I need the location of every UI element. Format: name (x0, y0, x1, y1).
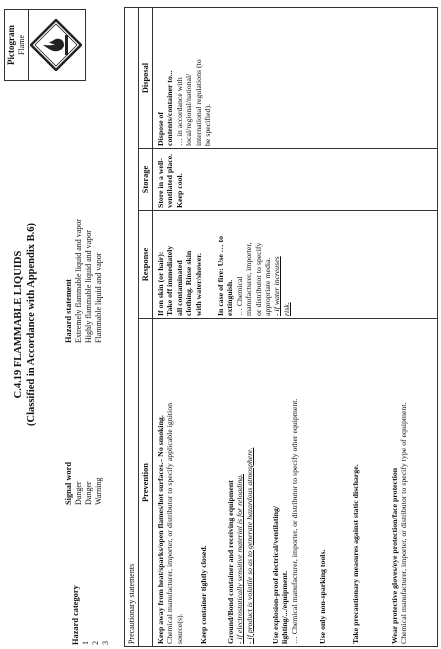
storage-header: Storage (141, 165, 150, 194)
table-bottom-border (437, 7, 438, 647)
response-item-2: In case of fire: Use … to extinguish. … Chemical manufacturer, importer, or distributor to specify appropriate media. - if water increases risk. (216, 236, 291, 316)
pictogram-name: Flame (17, 35, 26, 55)
table-left-border (124, 646, 438, 647)
col-divider-prevention (138, 318, 438, 319)
flame-diamond-icon (30, 19, 82, 71)
document-subtitle: (Classified in Accordance with Appendix B.6) (26, 222, 37, 427)
prevention-item-1: Keep away from heat/sparks/open flames/hot surfaces.– No smoking. Chemical manufacturer, importer, or distributor to specify applicable ignition source(s). (156, 402, 184, 644)
signal-word-header: Signal word (64, 461, 73, 505)
table-right-border (124, 7, 438, 8)
pictogram-divider (28, 10, 29, 80)
signal-word-3: Warning (94, 477, 103, 505)
prevention-item-6: Take precautionary measures against static discharge. (351, 464, 360, 644)
hazard-statement-3: Flammable liquid and vapor (94, 252, 103, 343)
disposal-header: Disposal (141, 62, 150, 94)
disposal-item: Dispose of contents/container to... … in accordance with local/regional/national/ international regulations (to be specified). (156, 59, 213, 146)
prevention-item-5: Use only non-sparking tools. (318, 549, 327, 644)
prevention-header: Prevention (141, 463, 150, 502)
pictogram-box (4, 9, 86, 81)
column-header-divider (152, 7, 153, 647)
signal-word-2: Danger (84, 481, 93, 505)
prevention-item-7: Wear protective gloves/eye protection/face protection Chemical manufacturer, importer, or distributor to specify type of equipment. (390, 402, 409, 644)
hazard-category-header: Hazard category (71, 585, 80, 645)
section-label-divider (138, 7, 139, 647)
response-item-1: If on skin (or hair): Take off immediately all contaminated clothing. Rinse skin with water/shower. (156, 245, 203, 316)
prevention-item-3: Ground/Bond container and receiving equipment - if electrostatically sensitive material is for reloading. - if product is volatile so as to generate hazardous atmosphere. (226, 447, 254, 644)
col-divider-storage (138, 148, 438, 149)
response-header: Response (141, 247, 150, 282)
signal-word-1: Danger (74, 481, 83, 505)
table-top-border (124, 7, 125, 647)
hazard-statement-header: Hazard statement (64, 279, 73, 343)
hazard-category-2: 2 (91, 641, 100, 645)
col-divider-response (138, 210, 438, 211)
hazard-statement-2: Highly flammable liquid and vapor (84, 230, 93, 343)
hazard-statement-1: Extremely flammable liquid and vapor (74, 219, 83, 343)
hazard-category-3: 3 (101, 641, 110, 645)
prevention-item-2: Keep container tightly closed. (199, 545, 208, 644)
document-title: C.4.19 FLAMMABLE LIQUIDS (13, 250, 24, 399)
storage-item: Store in a well- ventilated place. Keep cool. (156, 153, 184, 208)
hazard-category-1: 1 (81, 641, 90, 645)
precautionary-section-label: Precautionary statements (127, 563, 136, 644)
prevention-item-4: Use explosion-proof electrical/ventilating/ lighting/.../equipment. … Chemical manufacturer, importer, or distributor to specify other equipment. (271, 398, 299, 644)
pictogram-header: Pictogram (6, 25, 16, 65)
